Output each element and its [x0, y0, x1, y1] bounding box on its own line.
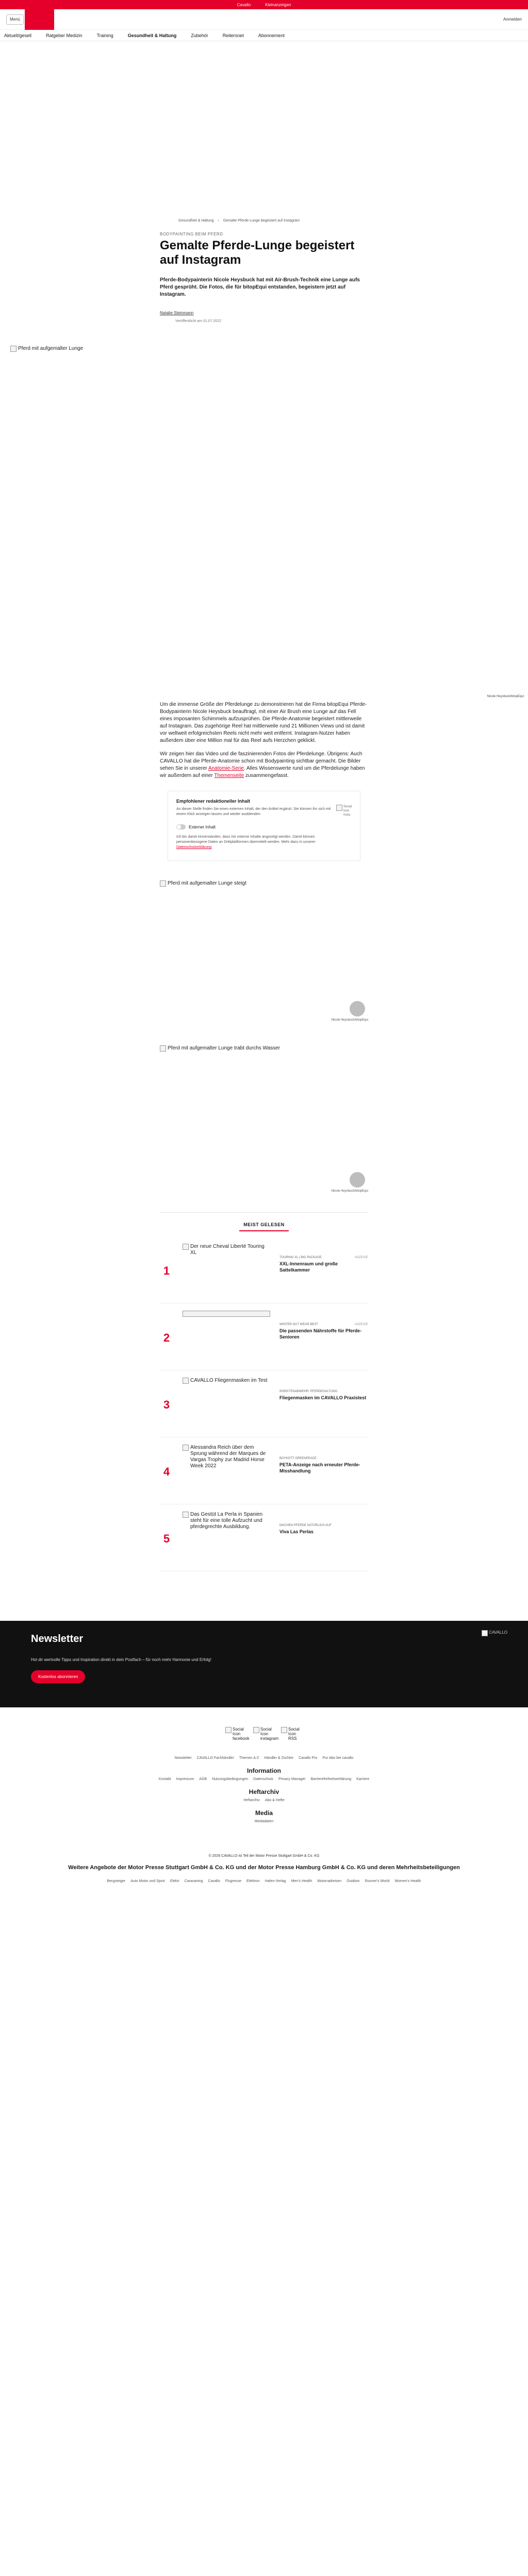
- teaser-title[interactable]: XXL-Innenraum und große Sattelkammer: [279, 1261, 338, 1273]
- gallery-image-alt: Pferd mit aufgemalter Lunge steigt: [168, 880, 246, 886]
- hero-image: [0, 346, 528, 423]
- tab-meist-gelesen[interactable]: MEIST GELESEN: [239, 1213, 289, 1231]
- rank-number: 4: [163, 1465, 170, 1478]
- footer-link[interactable]: Motorradreisen: [317, 1879, 342, 1883]
- newsletter-title: Newsletter: [31, 1633, 84, 1645]
- footer-link[interactable]: Hafen-Verlag: [265, 1879, 286, 1883]
- zoom-button[interactable]: [350, 1172, 365, 1188]
- footer-link[interactable]: Flugrevue: [225, 1879, 242, 1883]
- article-paragraph: Um die immense Größe der Pferdelunge zu demonstrieren hat die Firma bitopEqui Pferde-Bodypainterin Nicole Heysbuck beauftragt, mit einer Air Brush eine Lunge auf das Fell eines imposanten Schimmels aufzusprühen. Die Pferde-Anatomie begeistert mittlerweile auf Instagram. Das zugehörige Reel hat mittlerweile rund 21 Millionen Views und ist damit vor weltweit erfolgreichsten Reels nicht mehr weit entfernt. Instagram-Nutzer haben außerdem über eine Million mal für das Reel aufs Herzchen geklickt.: [160, 702, 367, 743]
- nav-item-zubehoer[interactable]: Zubehör: [191, 32, 208, 38]
- hero-image-alt: Pferd mit aufgemalter Lunge: [18, 346, 84, 351]
- main-nav: [0, 30, 528, 41]
- embed-text: An dieser Stelle finden Sie einen externen Inhalt, der den Artikel ergänzt. Sie können ihn sich mit einem Klick anzeigen lassen und wieder ausblenden.: [176, 807, 331, 816]
- nav-item-reitersnet[interactable]: Reitersnet: [222, 32, 244, 38]
- footer-media-title: Media: [255, 1809, 273, 1817]
- ad-badge: ANZEIGE: [354, 1256, 368, 1259]
- site-footer: [0, 1707, 528, 1883]
- rank-number: 5: [163, 1532, 170, 1545]
- nav-item-ratgeber-medizin[interactable]: Ratgeber Medizin: [46, 32, 82, 38]
- footer-link[interactable]: Kontakt: [158, 1777, 171, 1781]
- article-header: [160, 219, 368, 323]
- list-item[interactable]: [160, 1303, 368, 1370]
- gallery-credit: Nicole Heysbuck/bitopEqui: [331, 1019, 368, 1022]
- gallery-image: [160, 880, 368, 1025]
- facebook-icon[interactable]: Social Icon facebook: [225, 1727, 247, 1741]
- ad-space: [0, 41, 528, 219]
- footer-link[interactable]: Elektr: [170, 1879, 179, 1883]
- breadcrumb: [160, 219, 368, 223]
- cavallo-logo[interactable]: [25, 9, 54, 30]
- nav-item-abonnement[interactable]: Abonnement: [258, 32, 285, 38]
- most-read-section: [160, 1212, 368, 1231]
- teaser-title[interactable]: Die passenden Nährstoffe für Pferde-Senioren: [279, 1328, 362, 1340]
- footer-link[interactable]: Men's Health: [291, 1879, 312, 1883]
- top-promo-bar: [0, 0, 528, 9]
- footer-link[interactable]: Pur Abo bei cavallo: [322, 1756, 354, 1760]
- footer-link[interactable]: Themen A-Z: [239, 1756, 259, 1760]
- breadcrumb-item[interactable]: Gesundheit & Haltung: [178, 219, 214, 223]
- teaser-image: Der neue Cheval Liberté Touring XL: [183, 1244, 270, 1256]
- footer-media-links: [0, 1820, 528, 1823]
- article-lead: Pferde-Bodypainterin Nicole Heysbuck hat mit Air-Brush-Technik eine Lunge aufs Pferd gesprüht. Die Fotos, die für bitopEqui entstanden, begeistern jetzt auf Instagram.: [160, 277, 360, 297]
- footer-link[interactable]: Abo & Hefte: [265, 1799, 285, 1802]
- article-body: [160, 701, 368, 779]
- social-icons: [0, 1727, 528, 1741]
- breadcrumb-item: Gemalte Pferde-Lunge begeistert auf Instagram: [223, 219, 300, 223]
- broken-image-icon: [160, 880, 166, 887]
- instagram-icon: Social Icon Insta: [336, 805, 352, 817]
- footer-link[interactable]: Caravaning: [184, 1879, 203, 1883]
- teaser-category: BOYKOTT GREENPEACE: [279, 1457, 317, 1460]
- footer-link[interactable]: Barrierefreiheitserklärung: [310, 1777, 352, 1781]
- external-content-box: [168, 791, 360, 861]
- copyright: © 2026 CAVALLO ist Teil der Motor Presse Stuttgart GmbH & Co. KG: [208, 1854, 320, 1858]
- toggle-label: Externer Inhalt: [189, 824, 216, 829]
- footer-link[interactable]: Newsletter: [174, 1756, 192, 1760]
- rank-number: 2: [163, 1331, 170, 1344]
- menu-button[interactable]: Menü: [6, 14, 24, 25]
- list-item[interactable]: [160, 1504, 368, 1571]
- footer-link[interactable]: Women's Health: [394, 1879, 421, 1883]
- footer-link[interactable]: Karriere: [356, 1777, 370, 1781]
- rss-icon[interactable]: Social Icon RSS: [281, 1727, 303, 1741]
- teaser-image: Das Gestüt La Perla in Spanien steht für eine tolle Aufzucht und pferdegrechte Ausbildung.: [183, 1512, 270, 1530]
- footer-link[interactable]: Nutzungsbedingungen: [212, 1777, 249, 1781]
- list-item[interactable]: [160, 1370, 368, 1437]
- footer-link[interactable]: Impressum: [176, 1777, 194, 1781]
- teaser-title[interactable]: Fliegenmasken im CAVALLO Praxistest: [279, 1395, 367, 1400]
- footer-info-links: [0, 1777, 528, 1781]
- teaser-category: MACHEN PFERDE NATÜRLICH AUF: [279, 1524, 332, 1527]
- teaser-category: TOURING XL | BIG PACKAGE: [279, 1256, 322, 1259]
- article-kicker: BODYPAINTING BEIM PFERD: [160, 232, 223, 236]
- rank-number: 3: [163, 1398, 170, 1411]
- footer-link[interactable]: Heftarchiv: [243, 1799, 260, 1802]
- author-link[interactable]: Natalie Steinmann: [160, 311, 194, 315]
- footer-link[interactable]: Elektron: [246, 1879, 260, 1883]
- rank-number: 1: [163, 1264, 170, 1277]
- toggle-switch[interactable]: [176, 824, 186, 829]
- newsletter-banner: [0, 1621, 528, 1707]
- footer-link[interactable]: Händler & Züchter: [264, 1756, 294, 1760]
- broken-image-icon: [160, 1045, 166, 1052]
- breadcrumb-separator: ›: [218, 219, 219, 223]
- footer-link[interactable]: Cavallo: [208, 1879, 220, 1883]
- footer-more-links: [0, 1879, 528, 1883]
- consent-text: Ich bin damit einverstanden, dass mir externe Inhalte angezeigt werden. Damit können personenbezogene Daten an Drittplattformen übermittelt werden. Mehr dazu in unserer Datenschutzerklärung: [176, 835, 316, 849]
- teaser-image: CAVALLO Fliegenmasken im Test: [183, 1378, 270, 1384]
- teaser-category: INSEKTENABWEHR: PFERDEHALTUNG: [279, 1390, 338, 1393]
- nav-item-aktuell[interactable]: Aktuell/gesell: [4, 32, 32, 38]
- embed-title: Empfohlener redaktioneller Inhalt: [176, 799, 251, 804]
- footer-link[interactable]: Privacy Manager: [278, 1777, 306, 1781]
- article-paragraph: Wir zeigen hier das Video und die faszinierenden Fotos der Pferdelunge. Übrigens: Auch CAVALLO hat die Pferde-Anatomie schon mit Bodypainting sichtbar gemacht. Die Bilder sehen Sie in unserer Anatomie-Serie. Alles Wissenswerte rund um die Pferdelunge haben wir außerdem auf einer Themenseite zusammengefasst.: [160, 751, 365, 778]
- teaser-title[interactable]: PETA-Anzeige nach erneuter Pferde-Misshandlung: [279, 1462, 360, 1473]
- teaser-image: [183, 1311, 270, 1317]
- footer-link[interactable]: Bergsteiger: [107, 1879, 126, 1883]
- gallery-image-alt: Pferd mit aufgemalter Lunge trabt durchs Wasser: [168, 1045, 280, 1051]
- most-read-list: [160, 1236, 368, 1571]
- nav-item-training[interactable]: Training: [96, 32, 113, 38]
- list-item[interactable]: [160, 1437, 368, 1504]
- instagram-icon[interactable]: Social Icon instagram: [253, 1727, 275, 1741]
- login-link[interactable]: Anmelden: [503, 17, 522, 22]
- teaser-category: WINTER OUT WEAR BEST: [279, 1323, 318, 1326]
- privacy-link[interactable]: Datenschutzerklärung: [176, 845, 212, 849]
- anatomie-serie-link[interactable]: Anatomie-Serie: [208, 766, 244, 771]
- ad-badge: ANZEIGE: [354, 1323, 368, 1326]
- footer-link[interactable]: Mediadaten: [254, 1820, 274, 1823]
- themenseite-link[interactable]: Themenseite: [214, 773, 244, 778]
- footer-info-title: Information: [247, 1767, 281, 1774]
- footer-link[interactable]: Auto Motor und Sport: [130, 1879, 165, 1883]
- teaser-image: Alessandra Reich über dem Sprung während der Marques de Vargas Trophy zur Madrid Horse Week 2022: [183, 1445, 270, 1469]
- footer-link[interactable]: Outdoor: [346, 1879, 360, 1883]
- footer-link[interactable]: AGB: [199, 1777, 207, 1781]
- gallery-image: [160, 1045, 368, 1195]
- broken-image-icon: [10, 346, 16, 352]
- gallery-credit: Nicole Heysbuck/bitopEqui: [331, 1190, 368, 1193]
- topbar-link-kleinanzeigen[interactable]: Kleinanzeigen: [265, 2, 291, 7]
- footer-links-top: [0, 1756, 528, 1760]
- list-item[interactable]: [160, 1236, 368, 1303]
- publish-date: Veröffentlicht am 01.07.2022: [175, 319, 221, 323]
- site-header: [0, 9, 528, 30]
- footer-link[interactable]: Cavallo Pro: [299, 1756, 318, 1760]
- footer-heftarchiv-title: Heftarchiv: [249, 1788, 279, 1795]
- topbar-link-cavallo[interactable]: Cavallo: [237, 2, 251, 7]
- footer-link[interactable]: Datenschutz: [253, 1777, 274, 1781]
- footer-link[interactable]: Runner's World: [365, 1879, 390, 1883]
- footer-link[interactable]: CAVALLO Fachhändler: [196, 1756, 234, 1760]
- newsletter-text: Hol dir wertvolle Tipps und Inspiration direkt in dein Postfach – für noch mehr Harmonie und Erfolg!: [31, 1657, 211, 1662]
- footer-heftarchiv-links: [0, 1799, 528, 1802]
- more-offers-title: Weitere Angebote der Motor Presse Stuttgart GmbH & Co. KG und der Motor Presse Hamburg GmbH & Co. KG und deren Mehrheitsbeteiligungen: [68, 1865, 460, 1871]
- newsletter-image: CAVALLO: [482, 1630, 507, 1636]
- hero-image-credit: Nicole Heysbuck/bitopEqui: [487, 695, 524, 698]
- external-content-toggle[interactable]: [176, 824, 352, 829]
- zoom-button[interactable]: [350, 1001, 365, 1016]
- teaser-title[interactable]: Viva Las Perlas: [279, 1529, 314, 1534]
- page-title: Gemalte Pferde-Lunge begeistert auf Instagram: [160, 239, 355, 267]
- nav-item-gesundheit[interactable]: Gesundheit & Haltung: [127, 32, 177, 38]
- newsletter-subscribe-button[interactable]: Kostenlos abonnieren: [31, 1670, 85, 1683]
